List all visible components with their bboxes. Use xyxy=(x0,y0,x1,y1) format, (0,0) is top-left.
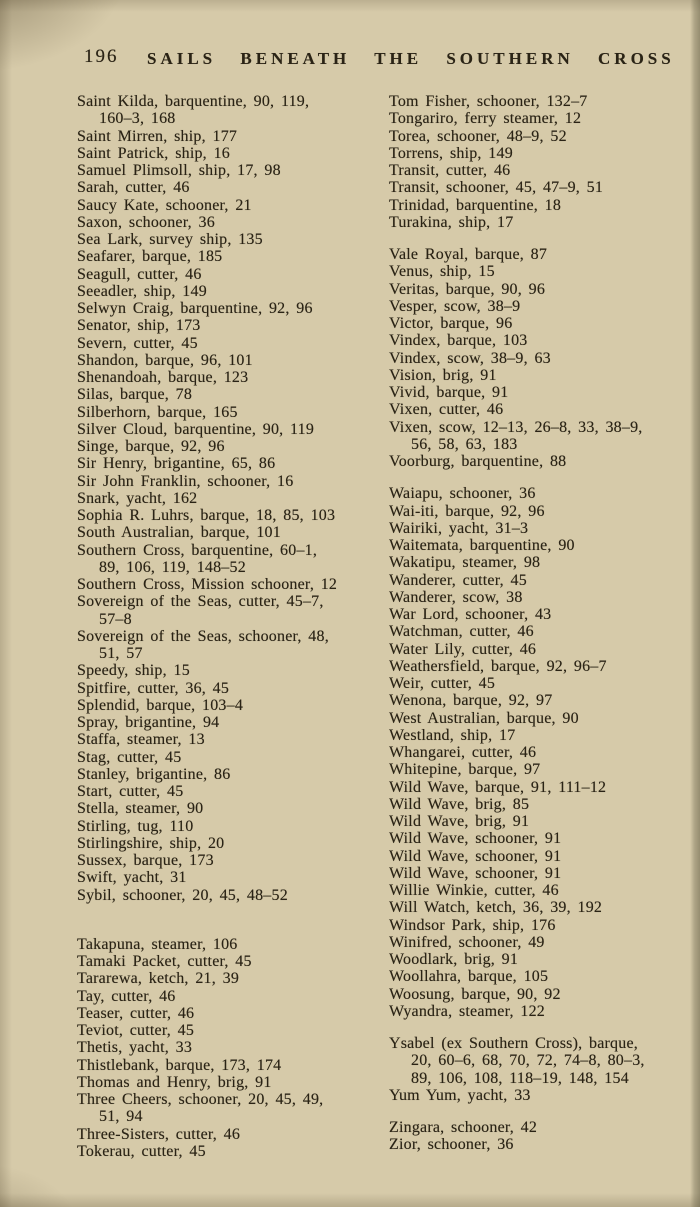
index-entry-line: Saucy Kate, schooner, 21 xyxy=(77,196,252,214)
index-entry-line: Trinidad, barquentine, 18 xyxy=(389,196,562,214)
running-header: SAILS BENEATH THE SOUTHERN CROSS xyxy=(147,49,675,68)
index-entry xyxy=(389,606,695,623)
index-entry xyxy=(77,988,383,1005)
index-entry-line: Whangarei, cutter, 46 xyxy=(389,744,537,761)
index-section xyxy=(389,246,695,470)
index-entry xyxy=(389,761,695,778)
index-entry xyxy=(77,749,383,766)
index-entry-line: Vision, brig, 91 xyxy=(389,366,497,384)
index-entry xyxy=(389,727,695,744)
index-entry xyxy=(77,731,383,748)
index-entry xyxy=(389,298,695,315)
index-entry xyxy=(389,658,695,675)
index-entry xyxy=(389,986,695,1003)
index-entry-line: Winifred, schooner, 49 xyxy=(389,933,545,951)
index-entry xyxy=(77,887,383,904)
index-entry-line: Tom Fisher, schooner, 132–7 xyxy=(389,93,588,110)
index-entry-line: Watchman, cutter, 46 xyxy=(389,623,534,641)
index-entry xyxy=(389,1119,695,1136)
index-entry-line: Transit, cutter, 46 xyxy=(389,162,511,179)
index-entry xyxy=(389,554,695,571)
index-entry-line: Samuel Plimsoll, ship, 17, 98 xyxy=(77,162,281,179)
index-entry xyxy=(389,128,695,145)
index-entry xyxy=(77,1022,383,1039)
index-entry xyxy=(389,332,695,349)
index-entry-line: Stirlingshire, ship, 20 xyxy=(77,834,225,852)
index-entry-line: Vesper, scow, 38–9 xyxy=(389,297,521,315)
index-entry-line: Wakatipu, steamer, 98 xyxy=(389,554,541,572)
index-entry xyxy=(77,697,383,714)
index-entry xyxy=(77,783,383,800)
index-section xyxy=(389,1119,695,1154)
index-entry xyxy=(389,865,695,882)
index-entry-line: Sovereign of the Seas, schooner, 48, xyxy=(77,627,329,645)
index-entry xyxy=(77,93,383,128)
index-entry-line: Wild Wave, brig, 91 xyxy=(389,813,530,830)
index-entry-line: Shandon, barque, 96, 101 xyxy=(77,351,253,369)
index-entry-line: Woodlark, brig, 91 xyxy=(389,951,519,968)
index-entry-line: Vale Royal, barque, 87 xyxy=(389,246,548,263)
index-entry-line: Wairiki, yacht, 31–3 xyxy=(389,519,529,537)
index-entry-line: 160–3, 168 xyxy=(99,110,176,128)
index-entry xyxy=(389,675,695,692)
index-entry-line: Spray, brigantine, 94 xyxy=(77,714,220,731)
index-entry xyxy=(77,507,383,524)
index-entry-line: West Australian, barque, 90 xyxy=(389,709,579,727)
index-entry xyxy=(389,710,695,727)
index-entry-line: Sea Lark, survey ship, 135 xyxy=(77,231,263,248)
index-entry xyxy=(389,503,695,520)
index-entry xyxy=(389,179,695,196)
index-section xyxy=(77,93,383,904)
index-entry-line: Stag, cutter, 45 xyxy=(77,748,182,766)
index-entry-line: Teviot, cutter, 45 xyxy=(77,1022,195,1039)
index-entry xyxy=(77,542,383,577)
index-entry xyxy=(77,438,383,455)
index-entry-line: Whitepine, barque, 97 xyxy=(389,761,541,779)
index-entry xyxy=(77,455,383,472)
index-entry-line: Tokerau, cutter, 45 xyxy=(77,1142,206,1160)
index-entry xyxy=(77,317,383,334)
index-entry xyxy=(389,162,695,179)
index-entry xyxy=(389,110,695,127)
index-entry-line: Seagull, cutter, 46 xyxy=(77,265,202,283)
index-entry-line: Sir John Franklin, schooner, 16 xyxy=(77,472,294,490)
index-entry-line: Venus, ship, 15 xyxy=(389,263,495,281)
index-entry xyxy=(77,490,383,507)
index-entry xyxy=(77,473,383,490)
index-entry-line: Weathersfield, barque, 92, 96–7 xyxy=(389,657,607,675)
index-entry xyxy=(77,766,383,783)
index-entry-line: Wanderer, cutter, 45 xyxy=(389,571,527,589)
index-entry-line: Woosung, barque, 90, 92 xyxy=(389,985,561,1003)
index-entry-line: Thistlebank, barque, 173, 174 xyxy=(77,1056,282,1074)
index-entry-line: Start, cutter, 45 xyxy=(77,783,184,800)
index-entry xyxy=(77,1074,383,1091)
index-entry-line: Silver Cloud, barquentine, 90, 119 xyxy=(77,420,315,438)
index-entry xyxy=(77,524,383,541)
index-entry-line: Zingara, schooner, 42 xyxy=(389,1119,538,1136)
index-entry xyxy=(389,315,695,332)
index-entry-line: Will Watch, ketch, 36, 39, 192 xyxy=(389,899,603,917)
index-entry xyxy=(389,384,695,401)
index-entry-line: Voorburg, barquentine, 88 xyxy=(389,453,567,470)
index-entry xyxy=(389,899,695,916)
index-entry-line: Windsor Park, ship, 176 xyxy=(389,916,556,934)
index-section xyxy=(389,93,695,231)
index-entry xyxy=(77,162,383,179)
index-entry-line: Stanley, brigantine, 86 xyxy=(77,765,231,783)
index-entry-line: Snark, yacht, 162 xyxy=(77,489,198,507)
index-entry-line: War Lord, schooner, 43 xyxy=(389,606,552,623)
index-entry xyxy=(389,214,695,231)
index-entry-line: South Australian, barque, 101 xyxy=(77,524,281,542)
index-entry xyxy=(389,453,695,470)
index-entry-line: Saint Patrick, ship, 16 xyxy=(77,144,230,162)
index-entry-line: Vivid, barque, 91 xyxy=(389,384,509,401)
index-entry-line: Spitfire, cutter, 36, 45 xyxy=(77,679,230,697)
index-entry xyxy=(389,401,695,418)
index-entry-line: Westland, ship, 17 xyxy=(389,726,516,744)
index-entry xyxy=(77,128,383,145)
index-entry-line: Silas, barque, 78 xyxy=(77,386,193,404)
index-entry xyxy=(77,421,383,438)
index-entry-line: Seafarer, barque, 185 xyxy=(77,248,223,266)
index-entry-line: Vixen, scow, 12–13, 26–8, 33, 38–9, xyxy=(389,418,643,436)
index-entry xyxy=(389,813,695,830)
index-entry xyxy=(77,593,383,628)
index-entry-line: Torea, schooner, 48–9, 52 xyxy=(389,127,567,145)
index-entry xyxy=(77,1126,383,1143)
index-entry-line: Wyandra, steamer, 122 xyxy=(389,1002,545,1020)
page-number: 196 xyxy=(84,46,119,67)
index-entry xyxy=(389,145,695,162)
index-entry-line: 51, 57 xyxy=(99,645,143,662)
index-entry xyxy=(77,714,383,731)
index-entry xyxy=(77,283,383,300)
index-entry-line: Sophia R. Luhrs, barque, 18, 85, 103 xyxy=(77,507,336,524)
index-entry xyxy=(77,628,383,663)
index-entry-line: Veritas, barque, 90, 96 xyxy=(389,280,546,298)
index-entry-line: Wild Wave, schooner, 91 xyxy=(389,864,562,882)
index-entry-line: Wild Wave, schooner, 91 xyxy=(389,830,562,848)
index-entry-line: Southern Cross, Mission schooner, 12 xyxy=(77,576,338,593)
index-entry-line: Tongariro, ferry steamer, 12 xyxy=(389,110,582,128)
page-edge-shadow xyxy=(690,0,700,1207)
index-entry-line: Silberhorn, barque, 165 xyxy=(77,403,238,421)
index-entry-line: Stirling, tug, 110 xyxy=(77,817,194,835)
index-entry xyxy=(389,589,695,606)
index-entry-line: Weir, cutter, 45 xyxy=(389,675,496,692)
index-entry-line: Tamaki Packet, cutter, 45 xyxy=(77,953,252,970)
index-entry xyxy=(77,936,383,953)
index-entry xyxy=(77,953,383,970)
index-entry xyxy=(389,1136,695,1153)
index-column-right xyxy=(389,93,695,1154)
index-entry-line: Wild Wave, schooner, 91 xyxy=(389,847,562,865)
index-entry-line: Swift, yacht, 31 xyxy=(77,869,187,887)
index-entry xyxy=(77,1057,383,1074)
index-entry-line: Southern Cross, barquentine, 60–1, xyxy=(77,541,318,559)
index-entry-line: 20, 60–6, 68, 70, 72, 74–8, 80–3, xyxy=(411,1052,645,1070)
index-entry-line: Severn, cutter, 45 xyxy=(77,334,198,352)
index-entry xyxy=(389,917,695,934)
index-entry-line: Wild Wave, brig, 85 xyxy=(389,795,530,813)
index-entry xyxy=(389,263,695,280)
index-entry-line: Woollahra, barque, 105 xyxy=(389,968,549,986)
index-entry-line: Transit, schooner, 45, 47–9, 51 xyxy=(389,179,604,197)
index-entry-line: Shenandoah, barque, 123 xyxy=(77,369,249,386)
index-entry-line: Yum Yum, yacht, 33 xyxy=(389,1086,531,1104)
index-section xyxy=(389,485,695,1020)
index-entry-line: Takapuna, steamer, 106 xyxy=(77,935,238,953)
index-entry-line: Saint Kilda, barquentine, 90, 119, xyxy=(77,93,310,110)
index-entry xyxy=(77,231,383,248)
index-entry-line: Three-Sisters, cutter, 46 xyxy=(77,1125,241,1143)
index-entry-line: Thetis, yacht, 33 xyxy=(77,1039,193,1057)
index-column-left xyxy=(77,93,383,1160)
index-entry xyxy=(77,970,383,987)
index-entry-line: Wai-iti, barque, 92, 96 xyxy=(389,502,545,520)
index-entry xyxy=(77,1091,383,1126)
index-entry-line: Sarah, cutter, 46 xyxy=(77,179,190,197)
index-entry-line: Singe, barque, 92, 96 xyxy=(77,438,225,455)
index-entry xyxy=(77,852,383,869)
index-entry-line: Waitemata, barquentine, 90 xyxy=(389,537,575,554)
index-entry-line: Tay, cutter, 46 xyxy=(77,987,176,1005)
index-entry xyxy=(77,179,383,196)
index-entry-line: Selwyn Craig, barquentine, 92, 96 xyxy=(77,300,313,317)
index-entry xyxy=(389,485,695,502)
index-entry xyxy=(389,1087,695,1104)
index-entry xyxy=(77,576,383,593)
index-entry-line: Zior, schooner, 36 xyxy=(389,1136,514,1154)
index-entry xyxy=(77,835,383,852)
index-entry-line: Tararewa, ketch, 21, 39 xyxy=(77,970,240,988)
index-entry-line: 57–8 xyxy=(99,610,132,628)
index-entry xyxy=(77,214,383,231)
index-entry xyxy=(389,93,695,110)
index-entry xyxy=(389,882,695,899)
index-entry-line: Wild Wave, barque, 91, 111–12 xyxy=(389,778,607,796)
index-entry-line: Seeadler, ship, 149 xyxy=(77,282,207,300)
index-entry xyxy=(389,779,695,796)
index-entry-line: Saxon, schooner, 36 xyxy=(77,213,215,231)
index-entry xyxy=(77,197,383,214)
index-entry xyxy=(77,680,383,697)
index-entry xyxy=(389,419,695,454)
index-entry xyxy=(389,197,695,214)
index-entry xyxy=(389,744,695,761)
index-entry-line: Speedy, ship, 15 xyxy=(77,662,190,680)
index-entry xyxy=(77,800,383,817)
index-entry-line: Sussex, barque, 173 xyxy=(77,852,214,869)
index-entry-line: Saint Mirren, ship, 177 xyxy=(77,127,238,145)
index-entry-line: Three Cheers, schooner, 20, 45, 49, xyxy=(77,1091,324,1108)
index-entry-line: Splendid, barque, 103–4 xyxy=(77,696,244,714)
index-entry-line: 89, 106, 119, 148–52 xyxy=(99,558,246,576)
index-entry-line: Sybil, schooner, 20, 45, 48–52 xyxy=(77,886,288,904)
index-entry xyxy=(77,145,383,162)
index-entry xyxy=(389,830,695,847)
index-entry xyxy=(389,692,695,709)
index-entry-line: Victor, barque, 96 xyxy=(389,315,513,332)
index-section xyxy=(77,936,383,1160)
index-entry-line: Sir Henry, brigantine, 65, 86 xyxy=(77,455,276,473)
index-entry xyxy=(389,796,695,813)
index-entry-line: Senator, ship, 173 xyxy=(77,317,201,335)
index-entry-line: Vindex, scow, 38–9, 63 xyxy=(389,349,551,367)
index-entry xyxy=(389,934,695,951)
index-entry xyxy=(77,404,383,421)
index-entry-line: Ysabel (ex Southern Cross), barque, xyxy=(389,1035,638,1052)
index-entry xyxy=(77,352,383,369)
index-entry-line: Staffa, steamer, 13 xyxy=(77,731,205,749)
index-entry xyxy=(389,350,695,367)
index-entry-line: Thomas and Henry, brig, 91 xyxy=(77,1073,272,1091)
index-entry xyxy=(77,818,383,835)
index-entry xyxy=(77,386,383,403)
index-entry-line: 89, 106, 108, 118–19, 148, 154 xyxy=(411,1069,629,1087)
index-entry xyxy=(389,281,695,298)
index-entry xyxy=(77,1143,383,1160)
index-entry-line: 51, 94 xyxy=(99,1108,143,1126)
index-entry xyxy=(389,520,695,537)
index-entry xyxy=(389,1003,695,1020)
index-entry xyxy=(389,572,695,589)
index-entry-line: Wanderer, scow, 38 xyxy=(389,588,523,606)
index-entry xyxy=(77,300,383,317)
index-entry-line: Vindex, barque, 103 xyxy=(389,332,528,350)
index-entry-line: Torrens, ship, 149 xyxy=(389,144,513,162)
index-entry-line: Sovereign of the Seas, cutter, 45–7, xyxy=(77,593,324,611)
index-entry-line: Turakina, ship, 17 xyxy=(389,213,514,231)
index-entry xyxy=(77,869,383,886)
index-section xyxy=(389,1035,695,1104)
index-entry xyxy=(389,367,695,384)
index-entry xyxy=(77,662,383,679)
index-entry-line: Wenona, barque, 92, 97 xyxy=(389,692,553,710)
index-entry-line: Teaser, cutter, 46 xyxy=(77,1004,195,1022)
index-entry-line: Vixen, cutter, 46 xyxy=(389,401,504,419)
index-entry xyxy=(389,1035,695,1087)
index-entry-line: Water Lily, cutter, 46 xyxy=(389,640,537,658)
index-entry xyxy=(77,248,383,265)
index-entry xyxy=(77,335,383,352)
index-entry xyxy=(389,968,695,985)
index-entry-line: Willie Winkie, cutter, 46 xyxy=(389,882,559,899)
index-entry-line: 56, 58, 63, 183 xyxy=(411,435,518,453)
index-entry xyxy=(389,641,695,658)
index-entry xyxy=(77,266,383,283)
index-entry xyxy=(77,1039,383,1056)
index-entry xyxy=(77,369,383,386)
index-entry-line: Stella, steamer, 90 xyxy=(77,800,204,818)
index-entry xyxy=(389,951,695,968)
index-entry xyxy=(77,1005,383,1022)
index-entry-line: Waiapu, schooner, 36 xyxy=(389,485,536,503)
index-entry xyxy=(389,246,695,263)
index-entry xyxy=(389,623,695,640)
index-entry xyxy=(389,537,695,554)
index-entry xyxy=(389,848,695,865)
